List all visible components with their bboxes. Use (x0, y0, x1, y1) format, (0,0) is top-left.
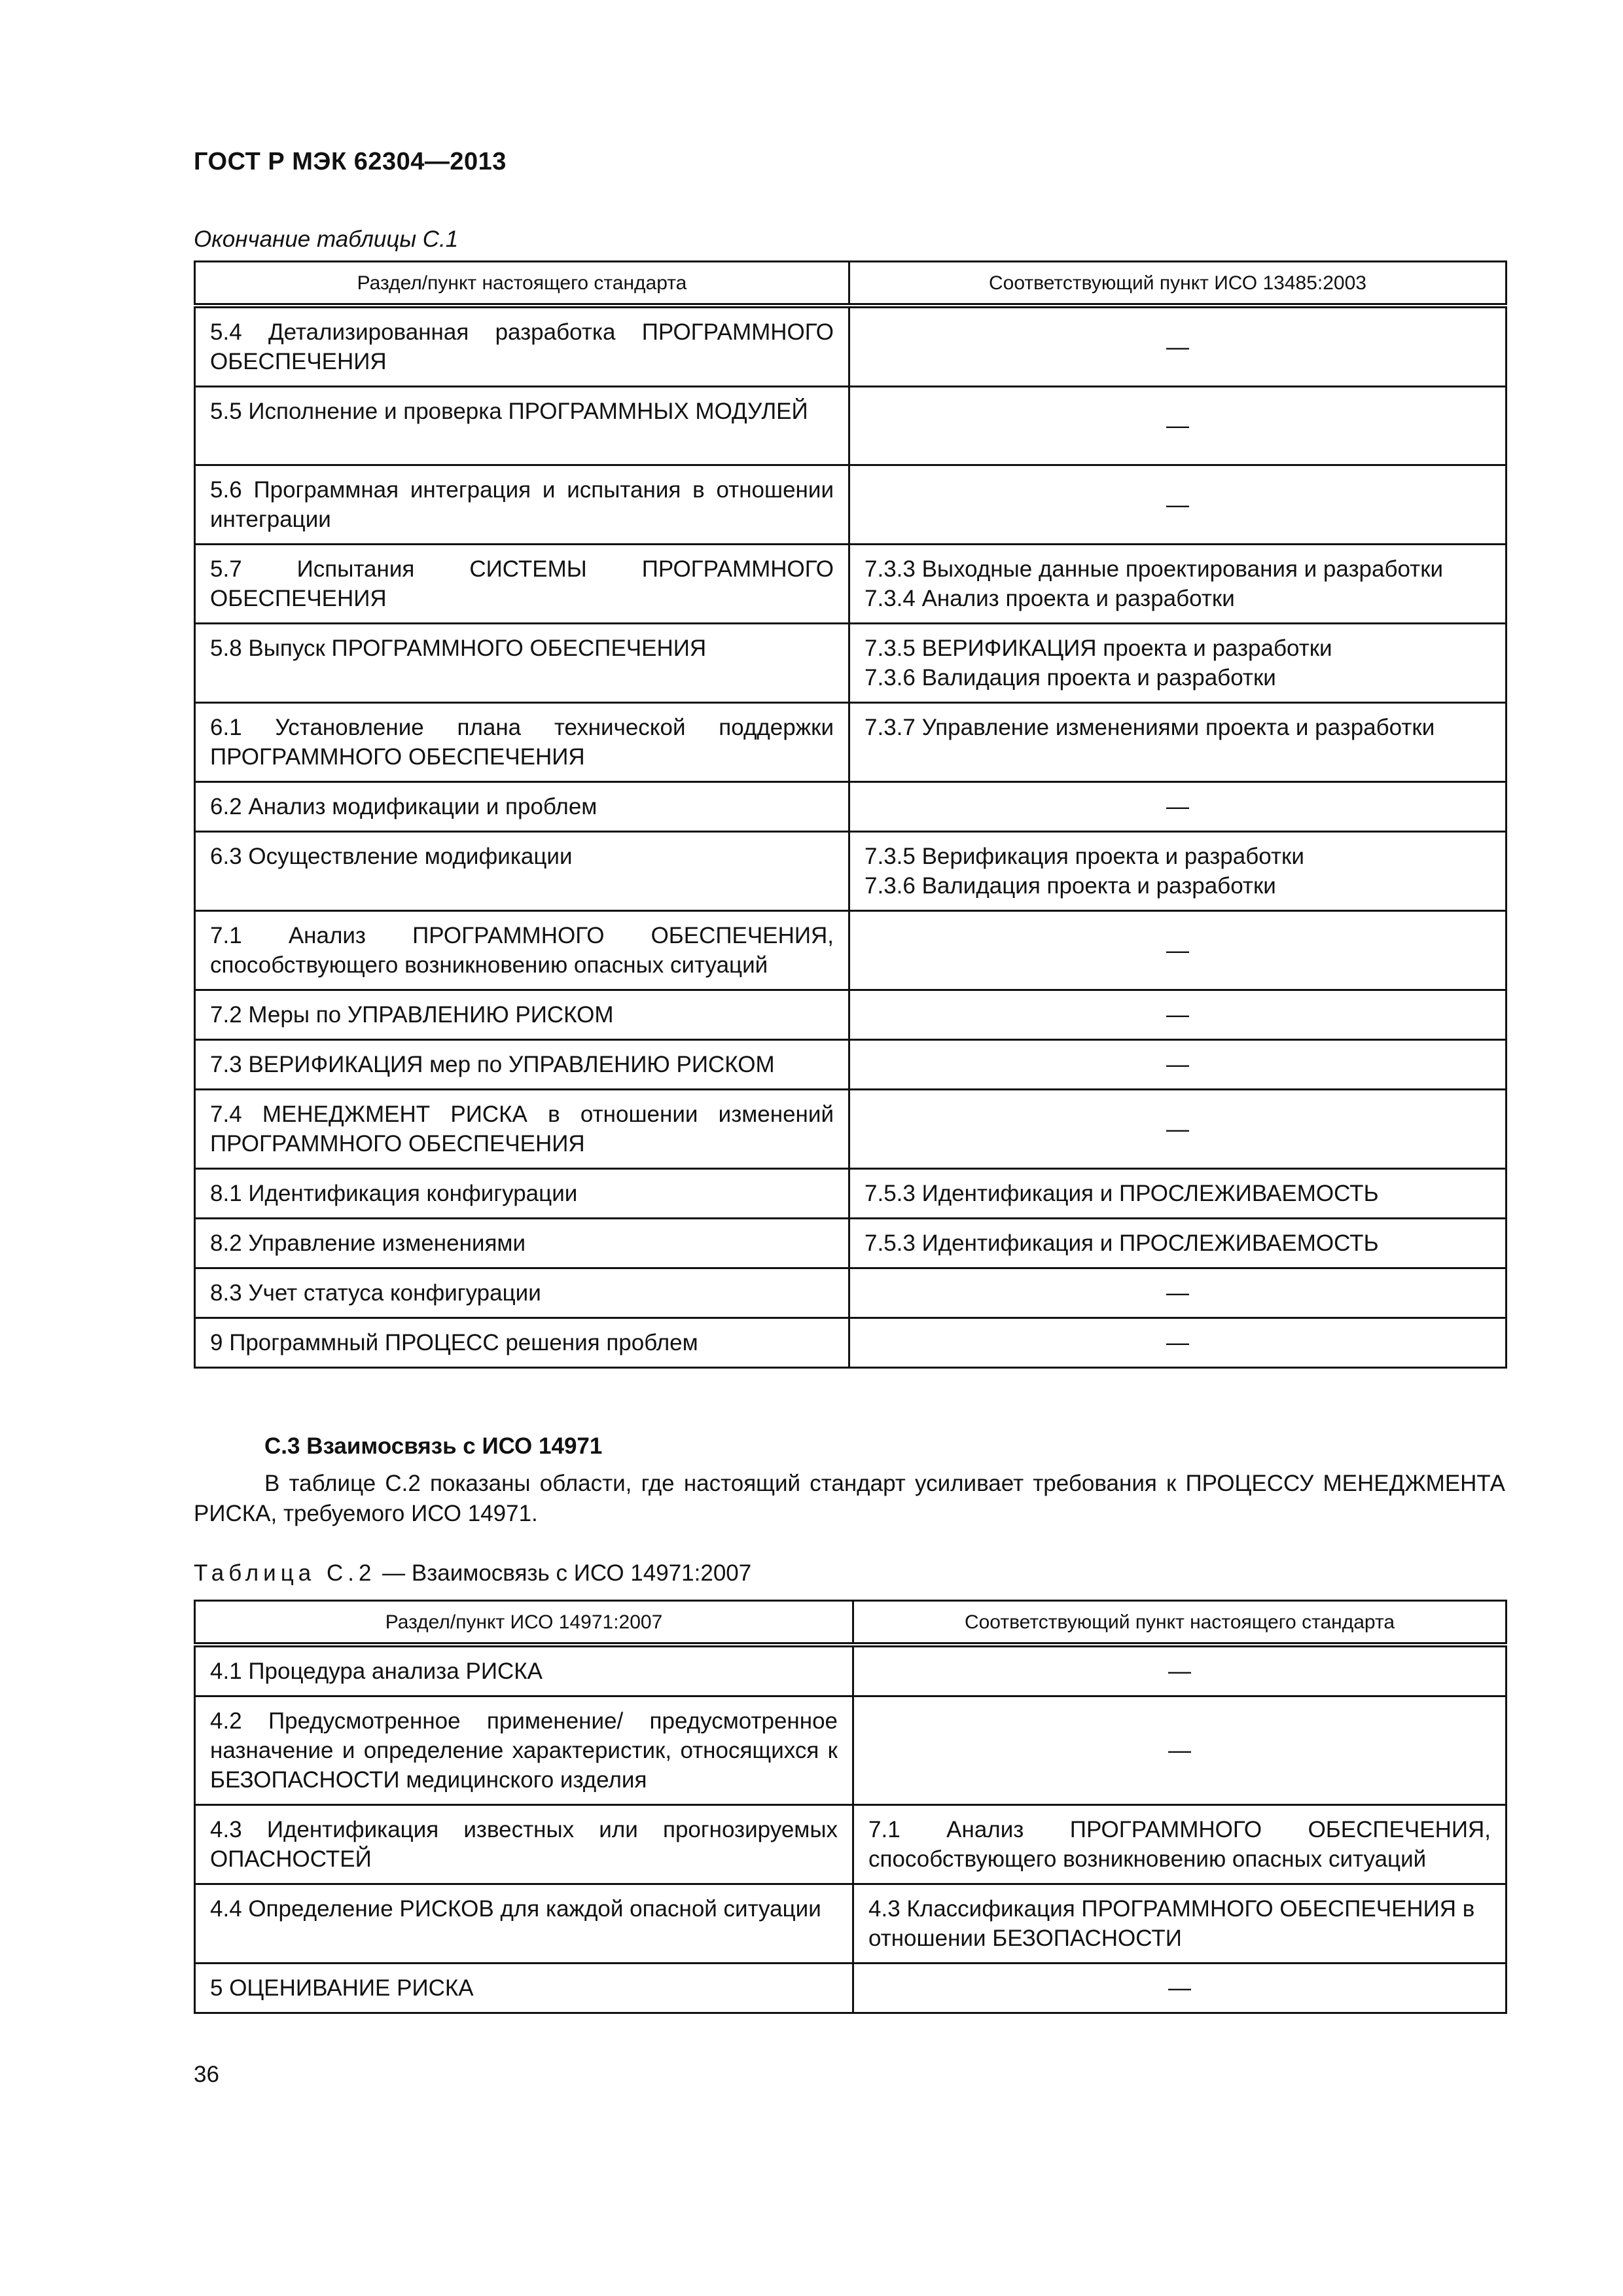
table-row (195, 1219, 1507, 1268)
table-c1-column-header: Соответствующий пункт ИСО 13485:2003 (849, 262, 1507, 306)
table-cell-iso-clause: — (849, 1318, 1507, 1368)
table-cell-section: 5.4 Детализированная разработка ПРОГРАММНОГО ОБЕСПЕЧЕНИЯ (195, 306, 849, 387)
table-row (195, 1090, 1507, 1169)
table-cell-section: 5.8 Выпуск ПРОГРАММНОГО ОБЕСПЕЧЕНИЯ (195, 624, 849, 703)
table-cell-iso-clause: — (849, 782, 1507, 832)
table-row (195, 1805, 1507, 1884)
table-cell-standard-clause: — (853, 1645, 1507, 1696)
table-cell-iso-clause: 4.3 Идентификация известных или прогнозируемых ОПАСНОСТЕЙ (195, 1805, 853, 1884)
table-cell-iso-clause: — (849, 911, 1507, 990)
table-cell-standard-clause: — (853, 1696, 1507, 1805)
table-row (195, 1040, 1507, 1090)
table-c1-column-header: Раздел/пункт настоящего стандарта (195, 262, 849, 306)
table-cell-section: 6.2 Анализ модификации и проблем (195, 782, 849, 832)
table-cell-iso-clause: — (849, 306, 1507, 387)
table-row (195, 911, 1507, 990)
table-row (195, 1268, 1507, 1318)
table-cell-section: 6.3 Осуществление модификации (195, 832, 849, 911)
table-row (195, 465, 1507, 545)
document-header-title: ГОСТ Р МЭК 62304—2013 (194, 148, 507, 175)
table-cell-iso-clause: — (849, 990, 1507, 1040)
table-cell-iso-clause: 5 ОЦЕНИВАНИЕ РИСКА (195, 1964, 853, 2013)
table-c2 (194, 1600, 1507, 2014)
table-cell-standard-clause: — (853, 1964, 1507, 2013)
table-cell-section: 7.4 МЕНЕДЖМЕНТ РИСКА в отношении изменений ПРОГРАММНОГО ОБЕСПЕЧЕНИЯ (195, 1090, 849, 1169)
table-row (195, 1964, 1507, 2013)
table-cell-standard-clause: 7.1 Анализ ПРОГРАММНОГО ОБЕСПЕЧЕНИЯ, способствующего возникновению опасных ситуаций (853, 1805, 1507, 1884)
table-c2-column-header: Раздел/пункт ИСО 14971:2007 (195, 1601, 853, 1645)
table-c1-header-row (195, 262, 1507, 306)
table-cell-section: 7.2 Меры по УПРАВЛЕНИЮ РИСКОМ (195, 990, 849, 1040)
table-cell-iso-clause (849, 832, 1507, 911)
table-cell-iso-clause: — (849, 1040, 1507, 1090)
iso-clause-line: 7.3.6 Валидация проекта и разработки (865, 665, 1276, 691)
table-cell-section: 5.5 Исполнение и проверка ПРОГРАММНЫХ МОДУЛЕЙ (195, 387, 849, 465)
table-cell-section: 8.1 Идентификация конфигурации (195, 1169, 849, 1219)
table-cell-section: 9 Программный ПРОЦЕСС решения проблем (195, 1318, 849, 1368)
table-cell-iso-clause: 4.1 Процедура анализа РИСКА (195, 1645, 853, 1696)
table-cell-section: 7.1 Анализ ПРОГРАММНОГО ОБЕСПЕЧЕНИЯ, способствующего возникновению опасных ситуаций (195, 911, 849, 990)
table-row (195, 1169, 1507, 1219)
table-cell-iso-clause: — (849, 387, 1507, 465)
table-c2-caption (194, 1560, 751, 1587)
table-cell-iso-clause: 7.5.3 Идентификация и ПРОСЛЕЖИВАЕМОСТЬ (849, 1219, 1507, 1268)
table-row (195, 1645, 1507, 1696)
section-c3-heading: С.3 Взаимосвязь с ИСО 14971 (264, 1433, 603, 1459)
table-cell-section: 5.6 Программная интеграция и испытания в отношении интеграции (195, 465, 849, 545)
table-c2-caption-label: Таблица С.2 (194, 1560, 376, 1586)
table-cell-iso-clause: 4.2 Предусмотренное применение/ предусмотренное назначение и определение характеристик, относящихся к БЕЗОПАСНОСТИ медицинского изделия (195, 1696, 853, 1805)
table-row (195, 624, 1507, 703)
table-row (195, 703, 1507, 782)
table-row (195, 306, 1507, 387)
table-cell-section: 7.3 ВЕРИФИКАЦИЯ мер по УПРАВЛЕНИЮ РИСКОМ (195, 1040, 849, 1090)
table-cell-section: 8.2 Управление изменениями (195, 1219, 849, 1268)
table-cell-section: 5.7 Испытания СИСТЕМЫ ПРОГРАММНОГО ОБЕСПЕЧЕНИЯ (195, 545, 849, 624)
table-cell-iso-clause: — (849, 1090, 1507, 1169)
table-cell-standard-clause: 4.3 Классификация ПРОГРАММНОГО ОБЕСПЕЧЕНИЯ в отношении БЕЗОПАСНОСТИ (853, 1884, 1507, 1964)
iso-clause-line: 7.3.4 Анализ проекта и разработки (865, 586, 1235, 611)
table-cell-iso-clause: 4.4 Определение РИСКОВ для каждой опасной ситуации (195, 1884, 853, 1964)
table-cell-iso-clause: 7.5.3 Идентификация и ПРОСЛЕЖИВАЕМОСТЬ (849, 1169, 1507, 1219)
table-cell-iso-clause (849, 545, 1507, 624)
table-row (195, 387, 1507, 465)
section-c3-paragraph: В таблице С.2 показаны области, где настоящий стандарт усиливает требования к ПРОЦЕССУ МЕНЕДЖМЕНТА РИСКА, требуемого ИСО 14971. (194, 1471, 1505, 1526)
table-row (195, 832, 1507, 911)
table-cell-section: 6.1 Установление плана технической поддержки ПРОГРАММНОГО ОБЕСПЕЧЕНИЯ (195, 703, 849, 782)
iso-clause-line: 7.3.3 Выходные данные проектирования и разработки (865, 556, 1444, 582)
table-cell-iso-clause: — (849, 465, 1507, 545)
table-row (195, 1884, 1507, 1964)
iso-clause-line: 7.3.5 ВЕРИФИКАЦИЯ проекта и разработки (865, 636, 1332, 661)
table-cell-iso-clause (849, 624, 1507, 703)
table-cell-section: 8.3 Учет статуса конфигурации (195, 1268, 849, 1318)
iso-clause-line: 7.3.6 Валидация проекта и разработки (865, 873, 1276, 899)
page-number: 36 (194, 2062, 219, 2087)
table-row (195, 990, 1507, 1040)
iso-clause-line: 7.3.5 Верификация проекта и разработки (865, 844, 1304, 869)
table-cell-iso-clause: 7.3.7 Управление изменениями проекта и разработки (849, 703, 1507, 782)
table-row (195, 782, 1507, 832)
table-row (195, 1696, 1507, 1805)
table-row (195, 545, 1507, 624)
table-c2-column-header: Соответствующий пункт настоящего стандарта (853, 1601, 1507, 1645)
table-row (195, 1318, 1507, 1368)
table-c2-header-row (195, 1601, 1507, 1645)
table-cell-iso-clause: — (849, 1268, 1507, 1318)
table-c2-caption-text: — Взаимосвязь с ИСО 14971:2007 (376, 1560, 752, 1586)
table-c1 (194, 260, 1507, 1369)
table-c1-continuation-caption: Окончание таблицы С.1 (194, 226, 459, 252)
